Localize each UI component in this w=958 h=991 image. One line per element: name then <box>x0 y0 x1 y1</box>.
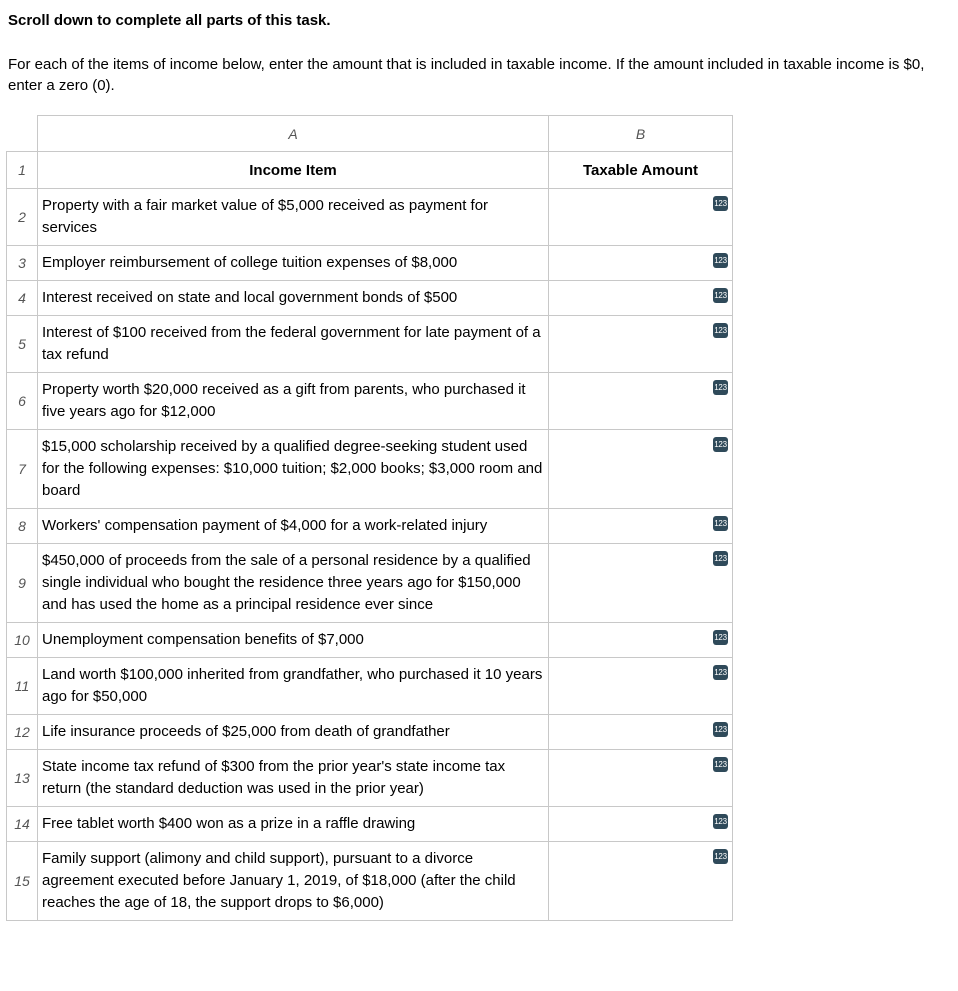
header-row <box>7 152 733 189</box>
row-number: 8 <box>7 509 38 544</box>
taxable-amount-input[interactable] <box>549 658 732 714</box>
table-row <box>7 281 733 316</box>
taxable-amount-input[interactable] <box>549 189 732 245</box>
taxable-amount-cell[interactable] <box>549 316 733 373</box>
column-letter-row <box>7 116 733 152</box>
taxable-amount-input[interactable] <box>549 842 732 920</box>
table-row <box>7 509 733 544</box>
numeric-input-icon: 123 <box>713 551 728 566</box>
income-item-cell: Property worth $20,000 received as a gift from parents, who purchased it five years ago for $12,000 <box>38 373 549 430</box>
taxable-amount-cell[interactable] <box>549 430 733 509</box>
income-item-cell: Interest received on state and local government bonds of $500 <box>38 281 549 316</box>
task-instructions: For each of the items of income below, enter the amount that is included in taxable income. If the amount included in taxable income is $0, enter a zero (0). <box>8 56 925 94</box>
income-item-header: Income Item <box>38 152 549 189</box>
row-number: 9 <box>7 544 38 623</box>
income-item-cell: Family support (alimony and child support), pursuant to a divorce agreement executed before January 1, 2019, of $18,000 (after the child reaches the age of 18, the support drops to $6,000) <box>38 842 549 921</box>
numeric-input-icon: 123 <box>713 516 728 531</box>
taxable-amount-cell[interactable] <box>549 658 733 715</box>
row-number: 11 <box>7 658 38 715</box>
row-number: 7 <box>7 430 38 509</box>
numeric-input-icon: 123 <box>713 665 728 680</box>
numeric-input-icon: 123 <box>713 323 728 338</box>
income-item-cell: Life insurance proceeds of $25,000 from death of grandfather <box>38 715 549 750</box>
income-item-cell: Unemployment compensation benefits of $7,000 <box>38 623 549 658</box>
taxable-amount-input[interactable] <box>549 750 732 806</box>
row-number: 10 <box>7 623 38 658</box>
table-row <box>7 715 733 750</box>
taxable-amount-input[interactable] <box>549 807 732 841</box>
row-number: 5 <box>7 316 38 373</box>
taxable-amount-input[interactable] <box>549 246 732 280</box>
taxable-amount-input[interactable] <box>549 281 732 315</box>
income-item-cell: Interest of $100 received from the federal government for late payment of a tax refund <box>38 316 549 373</box>
taxable-amount-cell[interactable] <box>549 373 733 430</box>
taxable-amount-cell[interactable] <box>549 842 733 921</box>
row-number: 1 <box>7 152 38 189</box>
income-item-cell: $450,000 of proceeds from the sale of a personal residence by a qualified single individual who bought the residence three years ago for $150,000 and has used the home as a principal residence ever since <box>38 544 549 623</box>
table-row <box>7 189 733 246</box>
table-row <box>7 842 733 921</box>
taxable-amount-input[interactable] <box>549 316 732 372</box>
table-row <box>7 430 733 509</box>
taxable-amount-cell[interactable] <box>549 750 733 807</box>
income-item-cell: Employer reimbursement of college tuition expenses of $8,000 <box>38 246 549 281</box>
table-row <box>7 658 733 715</box>
taxable-amount-input[interactable] <box>549 509 732 543</box>
numeric-input-icon: 123 <box>713 722 728 737</box>
numeric-input-icon: 123 <box>713 196 728 211</box>
income-item-cell: Land worth $100,000 inherited from grandfather, who purchased it 10 years ago for $50,000 <box>38 658 549 715</box>
numeric-input-icon: 123 <box>713 288 728 303</box>
corner-cell <box>7 116 38 152</box>
taxable-amount-input[interactable] <box>549 715 732 749</box>
row-number: 4 <box>7 281 38 316</box>
numeric-input-icon: 123 <box>713 380 728 395</box>
column-b-label: B <box>549 116 733 152</box>
row-number: 15 <box>7 842 38 921</box>
table-row <box>7 750 733 807</box>
task-heading: Scroll down to complete all parts of this task. <box>8 12 331 29</box>
row-number: 3 <box>7 246 38 281</box>
column-a-label: A <box>38 116 549 152</box>
taxable-amount-cell[interactable] <box>549 623 733 658</box>
table-row <box>7 316 733 373</box>
numeric-input-icon: 123 <box>713 253 728 268</box>
table-row <box>7 544 733 623</box>
row-number: 2 <box>7 189 38 246</box>
row-number: 13 <box>7 750 38 807</box>
income-item-cell: Property with a fair market value of $5,000 received as payment for services <box>38 189 549 246</box>
taxable-amount-cell[interactable] <box>549 715 733 750</box>
taxable-amount-input[interactable] <box>549 430 732 508</box>
income-item-cell: Workers' compensation payment of $4,000 for a work-related injury <box>38 509 549 544</box>
numeric-input-icon: 123 <box>713 757 728 772</box>
income-worksheet <box>6 115 733 921</box>
taxable-amount-input[interactable] <box>549 623 732 657</box>
taxable-amount-input[interactable] <box>549 373 732 429</box>
taxable-amount-cell[interactable] <box>549 509 733 544</box>
income-item-cell: $15,000 scholarship received by a qualified degree-seeking student used for the following expenses: $10,000 tuition; $2,000 books; $3,000 room and board <box>38 430 549 509</box>
numeric-input-icon: 123 <box>713 437 728 452</box>
income-item-cell: State income tax refund of $300 from the prior year's state income tax return (the standard deduction was used in the prior year) <box>38 750 549 807</box>
income-item-cell: Free tablet worth $400 won as a prize in a raffle drawing <box>38 807 549 842</box>
taxable-amount-cell[interactable] <box>549 246 733 281</box>
row-number: 6 <box>7 373 38 430</box>
row-number: 12 <box>7 715 38 750</box>
numeric-input-icon: 123 <box>713 814 728 829</box>
table-row <box>7 246 733 281</box>
taxable-amount-cell[interactable] <box>549 281 733 316</box>
taxable-amount-cell[interactable] <box>549 544 733 623</box>
table-row <box>7 807 733 842</box>
taxable-amount-input[interactable] <box>549 544 732 622</box>
taxable-amount-header: Taxable Amount <box>549 152 733 189</box>
row-number: 14 <box>7 807 38 842</box>
table-row <box>7 623 733 658</box>
taxable-amount-cell[interactable] <box>549 807 733 842</box>
numeric-input-icon: 123 <box>713 849 728 864</box>
table-row <box>7 373 733 430</box>
numeric-input-icon: 123 <box>713 630 728 645</box>
taxable-amount-cell[interactable] <box>549 189 733 246</box>
